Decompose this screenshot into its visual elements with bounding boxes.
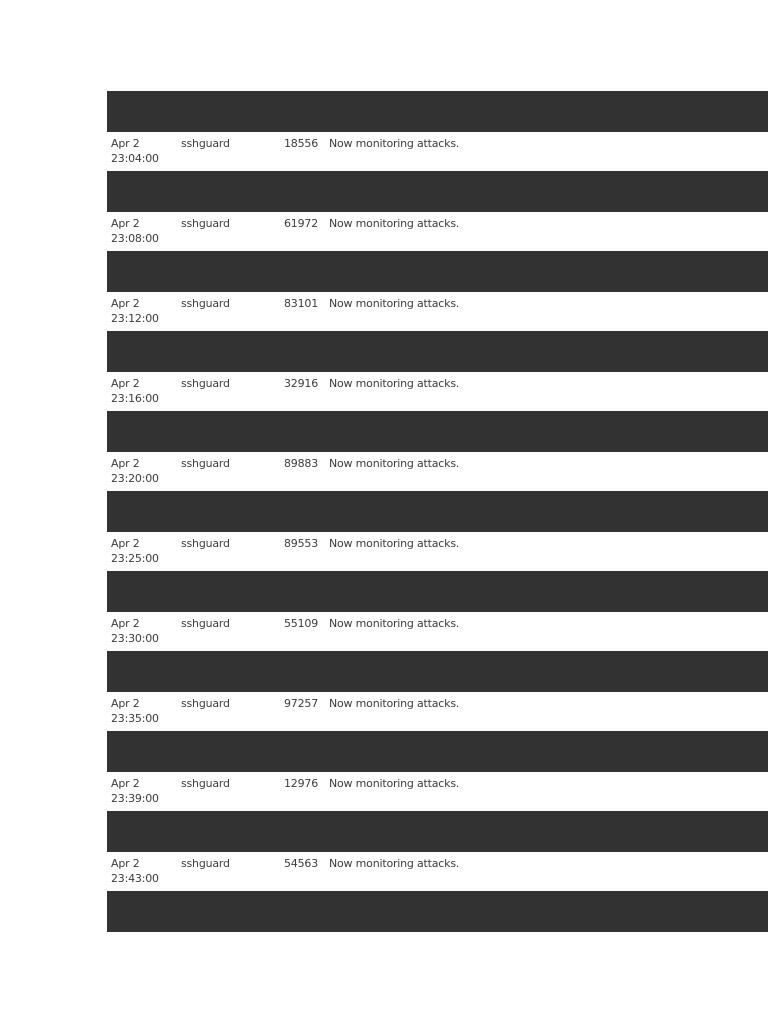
log-row-dark	[107, 411, 768, 452]
log-time: 23:43:00	[111, 872, 159, 885]
log-time: 23:30:00	[111, 632, 159, 645]
log-process: sshguard	[181, 857, 230, 870]
log-date: Apr 2	[111, 217, 140, 230]
log-pid: 61972	[284, 217, 318, 230]
log-date: Apr 2	[111, 457, 140, 470]
log-time: 23:20:00	[111, 472, 159, 485]
log-row	[107, 852, 768, 891]
log-message: Now monitoring attacks.	[329, 297, 460, 310]
log-process: sshguard	[181, 377, 230, 390]
log-date: Apr 2	[111, 297, 140, 310]
log-time: 23:04:00	[111, 152, 159, 165]
log-pid: 89553	[284, 537, 318, 550]
log-pid: 55109	[284, 617, 318, 630]
log-row-dark	[107, 571, 768, 612]
log-row-dark	[107, 731, 768, 772]
log-time: 23:35:00	[111, 712, 159, 725]
log-pid: 89883	[284, 457, 318, 470]
log-row	[107, 212, 768, 251]
log-date: Apr 2	[111, 697, 140, 710]
log-process: sshguard	[181, 617, 230, 630]
log-message: Now monitoring attacks.	[329, 377, 460, 390]
log-row	[107, 772, 768, 811]
log-row	[107, 532, 768, 571]
log-message: Now monitoring attacks.	[329, 537, 460, 550]
log-message: Now monitoring attacks.	[329, 857, 460, 870]
log-message: Now monitoring attacks.	[329, 697, 460, 710]
log-message: Now monitoring attacks.	[329, 137, 460, 150]
log-message: Now monitoring attacks.	[329, 777, 460, 790]
log-row	[107, 452, 768, 491]
log-pid: 18556	[284, 137, 318, 150]
log-time: 23:39:00	[111, 792, 159, 805]
log-process: sshguard	[181, 217, 230, 230]
log-row-dark	[107, 331, 768, 372]
log-date: Apr 2	[111, 857, 140, 870]
log-process: sshguard	[181, 137, 230, 150]
log-pid: 12976	[284, 777, 318, 790]
log-time: 23:16:00	[111, 392, 159, 405]
log-message: Now monitoring attacks.	[329, 457, 460, 470]
log-row-dark	[107, 651, 768, 692]
log-row-dark	[107, 811, 768, 852]
log-message: Now monitoring attacks.	[329, 617, 460, 630]
log-row-dark	[107, 491, 768, 532]
log-pid: 54563	[284, 857, 318, 870]
log-date: Apr 2	[111, 137, 140, 150]
log-row	[107, 372, 768, 411]
log-row-dark	[107, 891, 768, 932]
log-pid: 32916	[284, 377, 318, 390]
log-time: 23:25:00	[111, 552, 159, 565]
log-row-dark	[107, 91, 768, 132]
log-process: sshguard	[181, 777, 230, 790]
log-time: 23:08:00	[111, 232, 159, 245]
log-process: sshguard	[181, 297, 230, 310]
log-row-dark	[107, 251, 768, 292]
log-row	[107, 292, 768, 331]
log-message: Now monitoring attacks.	[329, 217, 460, 230]
log-table	[107, 91, 768, 932]
log-process: sshguard	[181, 697, 230, 710]
log-time: 23:12:00	[111, 312, 159, 325]
log-process: sshguard	[181, 537, 230, 550]
log-pid: 83101	[284, 297, 318, 310]
log-date: Apr 2	[111, 537, 140, 550]
log-row	[107, 612, 768, 651]
log-date: Apr 2	[111, 777, 140, 790]
log-date: Apr 2	[111, 377, 140, 390]
log-row	[107, 692, 768, 731]
log-row-dark	[107, 171, 768, 212]
log-process: sshguard	[181, 457, 230, 470]
log-date: Apr 2	[111, 617, 140, 630]
log-pid: 97257	[284, 697, 318, 710]
log-row	[107, 132, 768, 171]
